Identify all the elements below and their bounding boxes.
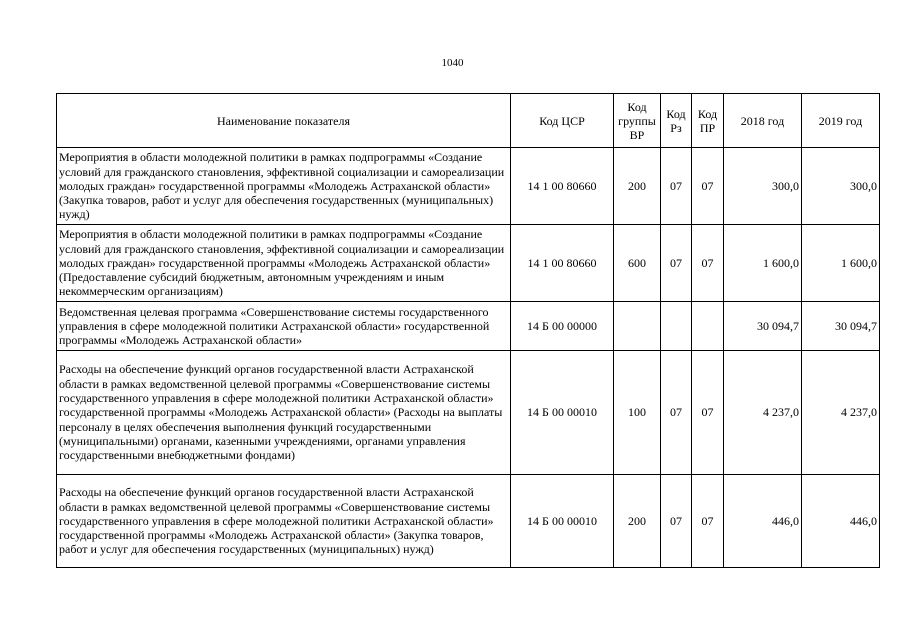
row-rz-code: 07 bbox=[661, 225, 692, 302]
row-pr-code: 07 bbox=[692, 475, 724, 568]
row-amount-2018: 4 237,0 bbox=[724, 351, 802, 475]
header-name: Наименование показателя bbox=[57, 94, 511, 148]
row-amount-2018: 1 600,0 bbox=[724, 225, 802, 302]
row-amount-2019: 30 094,7 bbox=[802, 302, 880, 351]
row-rz-code: 07 bbox=[661, 148, 692, 225]
row-name: Мероприятия в области молодежной политики в рамках подпрограммы «Создание условий для гражданского становления, эффективной социализации и самореализации молодых граждан» государственной программы «Молодежь Астраханской области» (Предоставление субсидий бюджетным, автономным учреждениям и иным некоммерческим организациям) bbox=[57, 225, 511, 302]
row-vr-code: 200 bbox=[614, 475, 661, 568]
table-row bbox=[57, 148, 880, 225]
row-csr-code: 14 Б 00 00010 bbox=[511, 475, 614, 568]
row-csr-code: 14 Б 00 00010 bbox=[511, 351, 614, 475]
row-pr-code: 07 bbox=[692, 351, 724, 475]
row-vr-code bbox=[614, 302, 661, 351]
header-year-2018: 2018 год bbox=[724, 94, 802, 148]
page-number: 1040 bbox=[441, 57, 464, 69]
row-rz-code bbox=[661, 302, 692, 351]
row-name: Мероприятия в области молодежной политики в рамках подпрограммы «Создание условий для гражданского становления, эффективной социализации и самореализации молодых граждан» государственной программы «Молодежь Астраханской области» (Закупка товаров, работ и услуг для обеспечения государственных (муниципальных) нужд) bbox=[57, 148, 511, 225]
row-pr-code: 07 bbox=[692, 148, 724, 225]
row-vr-code: 100 bbox=[614, 351, 661, 475]
row-amount-2019: 300,0 bbox=[802, 148, 880, 225]
table-header-row bbox=[57, 94, 880, 148]
row-rz-code: 07 bbox=[661, 475, 692, 568]
row-vr-code: 200 bbox=[614, 148, 661, 225]
header-pr-code: Код ПР bbox=[692, 94, 724, 148]
row-pr-code: 07 bbox=[692, 225, 724, 302]
row-csr-code: 14 1 00 80660 bbox=[511, 225, 614, 302]
header-csr-code: Код ЦСР bbox=[511, 94, 614, 148]
row-csr-code: 14 Б 00 00000 bbox=[511, 302, 614, 351]
row-amount-2018: 446,0 bbox=[724, 475, 802, 568]
row-csr-code: 14 1 00 80660 bbox=[511, 148, 614, 225]
budget-table bbox=[56, 93, 880, 568]
table-row bbox=[57, 225, 880, 302]
header-vr-code: Код группы ВР bbox=[614, 94, 661, 148]
row-vr-code: 600 bbox=[614, 225, 661, 302]
row-amount-2018: 30 094,7 bbox=[724, 302, 802, 351]
row-name: Расходы на обеспечение функций органов государственной власти Астраханской области в рамках ведомственной целевой программы «Совершенствование системы государственного управления в сфере молодежной политики Астраханской области» государственной программы «Молодежь Астраханской области» (Расходы на выплаты персоналу в целях обеспечения выполнения функций государственными (муниципальными) органами, казенными учреждениями, органами управления государственными внебюджетными фондами) bbox=[57, 351, 511, 475]
row-rz-code: 07 bbox=[661, 351, 692, 475]
row-name: Ведомственная целевая программа «Совершенствование системы государственного управления в сфере молодежной политики Астраханской области» государственной программы «Молодежь Астраханской области» bbox=[57, 302, 511, 351]
table-row bbox=[57, 351, 880, 475]
table-row bbox=[57, 302, 880, 351]
header-rz-code: Код Рз bbox=[661, 94, 692, 148]
row-amount-2019: 446,0 bbox=[802, 475, 880, 568]
row-amount-2019: 1 600,0 bbox=[802, 225, 880, 302]
row-name: Расходы на обеспечение функций органов государственной власти Астраханской области в рамках ведомственной целевой программы «Совершенствование системы государственного управления в сфере молодежной политики Астраханской области» государственной программы «Молодежь Астраханской области» (Закупка товаров, работ и услуг для обеспечения государственных (муниципальных) нужд) bbox=[57, 475, 511, 568]
row-amount-2018: 300,0 bbox=[724, 148, 802, 225]
table-row bbox=[57, 475, 880, 568]
row-amount-2019: 4 237,0 bbox=[802, 351, 880, 475]
row-pr-code bbox=[692, 302, 724, 351]
header-year-2019: 2019 год bbox=[802, 94, 880, 148]
